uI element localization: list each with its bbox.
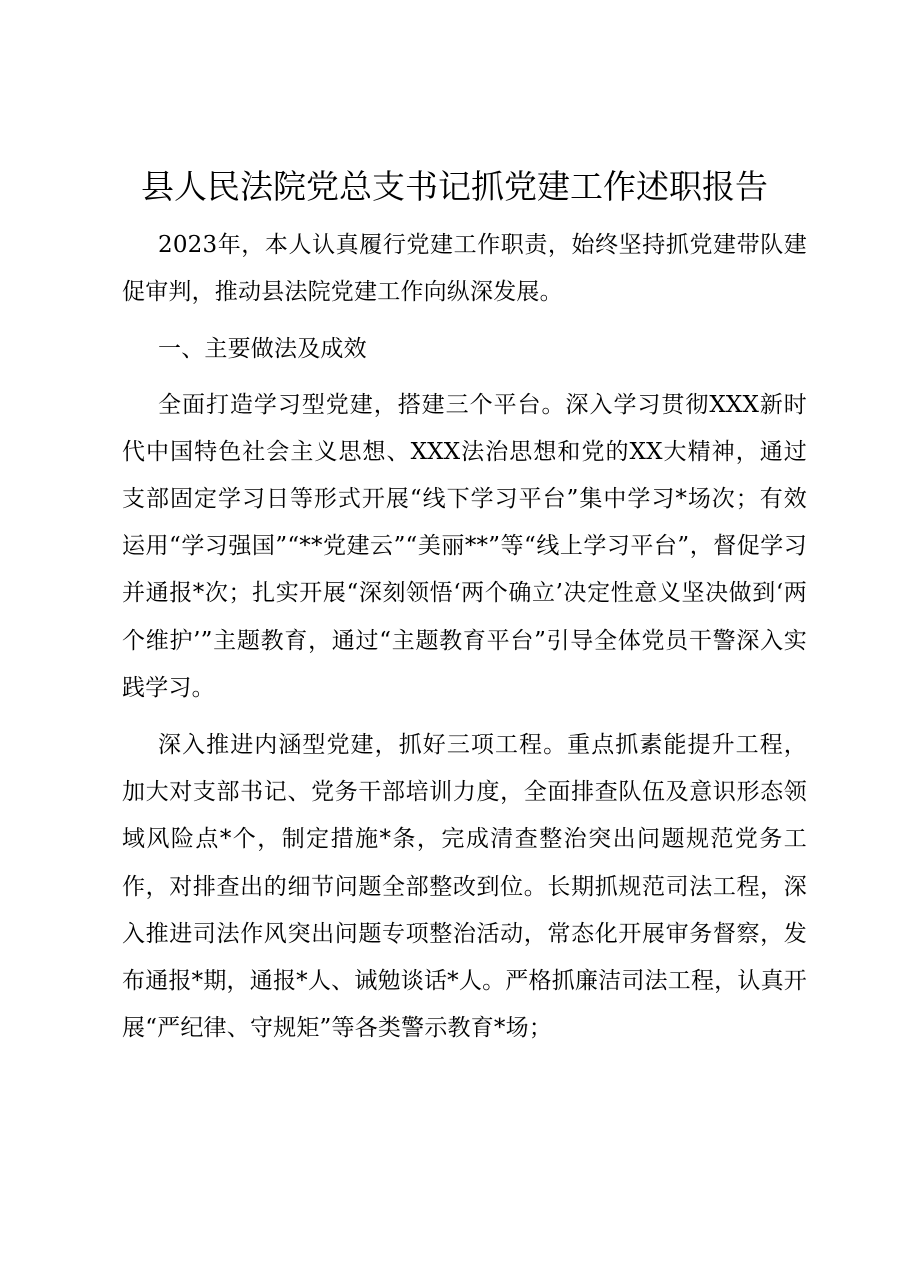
paragraph-intro: 2023年，本人认真履行党建工作职责，始终坚持抓党建带队建促审判，推动县法院党建工作向纵深发展。 (122, 232, 807, 306)
section-heading: 一、主要做法及成效 (158, 336, 367, 363)
document-title: 县人民法院党总支书记抓党建工作述职报告 (141, 167, 768, 206)
paragraph-learning: 全面打造学习型党建，搭建三个平台。深入学习贯彻XXX新时代中国特色社会主义思想、XXX法治思想和党的XX大精神，通过支部固定学习日等形式开展“线下学习平台”集中学习*场次；有效运用“学习强国”“**党建云”“美丽**”等“线上学习平台”，督促学习并通报*次；扎实开展“深刻领悟‘两个确立’决定性意义坚决做到‘两个维护’”主题教育，通过“主题教育平台”引导全体党员干警深入实践学习。 (122, 391, 807, 701)
paragraph-connotation: 深入推进内涵型党建，抓好三项工程。重点抓素能提升工程，加大对支部书记、党务干部培训力度，全面排查队伍及意识形态领域风险点*个，制定措施*条，完成清查整治突出问题规范党务工作，对排查出的细节问题全部整改到位。长期抓规范司法工程，深入推进司法作风突出问题专项整治活动，常态化开展审务督察，发布通报*期，通报*人、诫勉谈话*人。严格抓廉洁司法工程，认真开展“严纪律、守规矩”等各类警示教育*场； (122, 732, 807, 1042)
document-body (122, 222, 807, 1062)
